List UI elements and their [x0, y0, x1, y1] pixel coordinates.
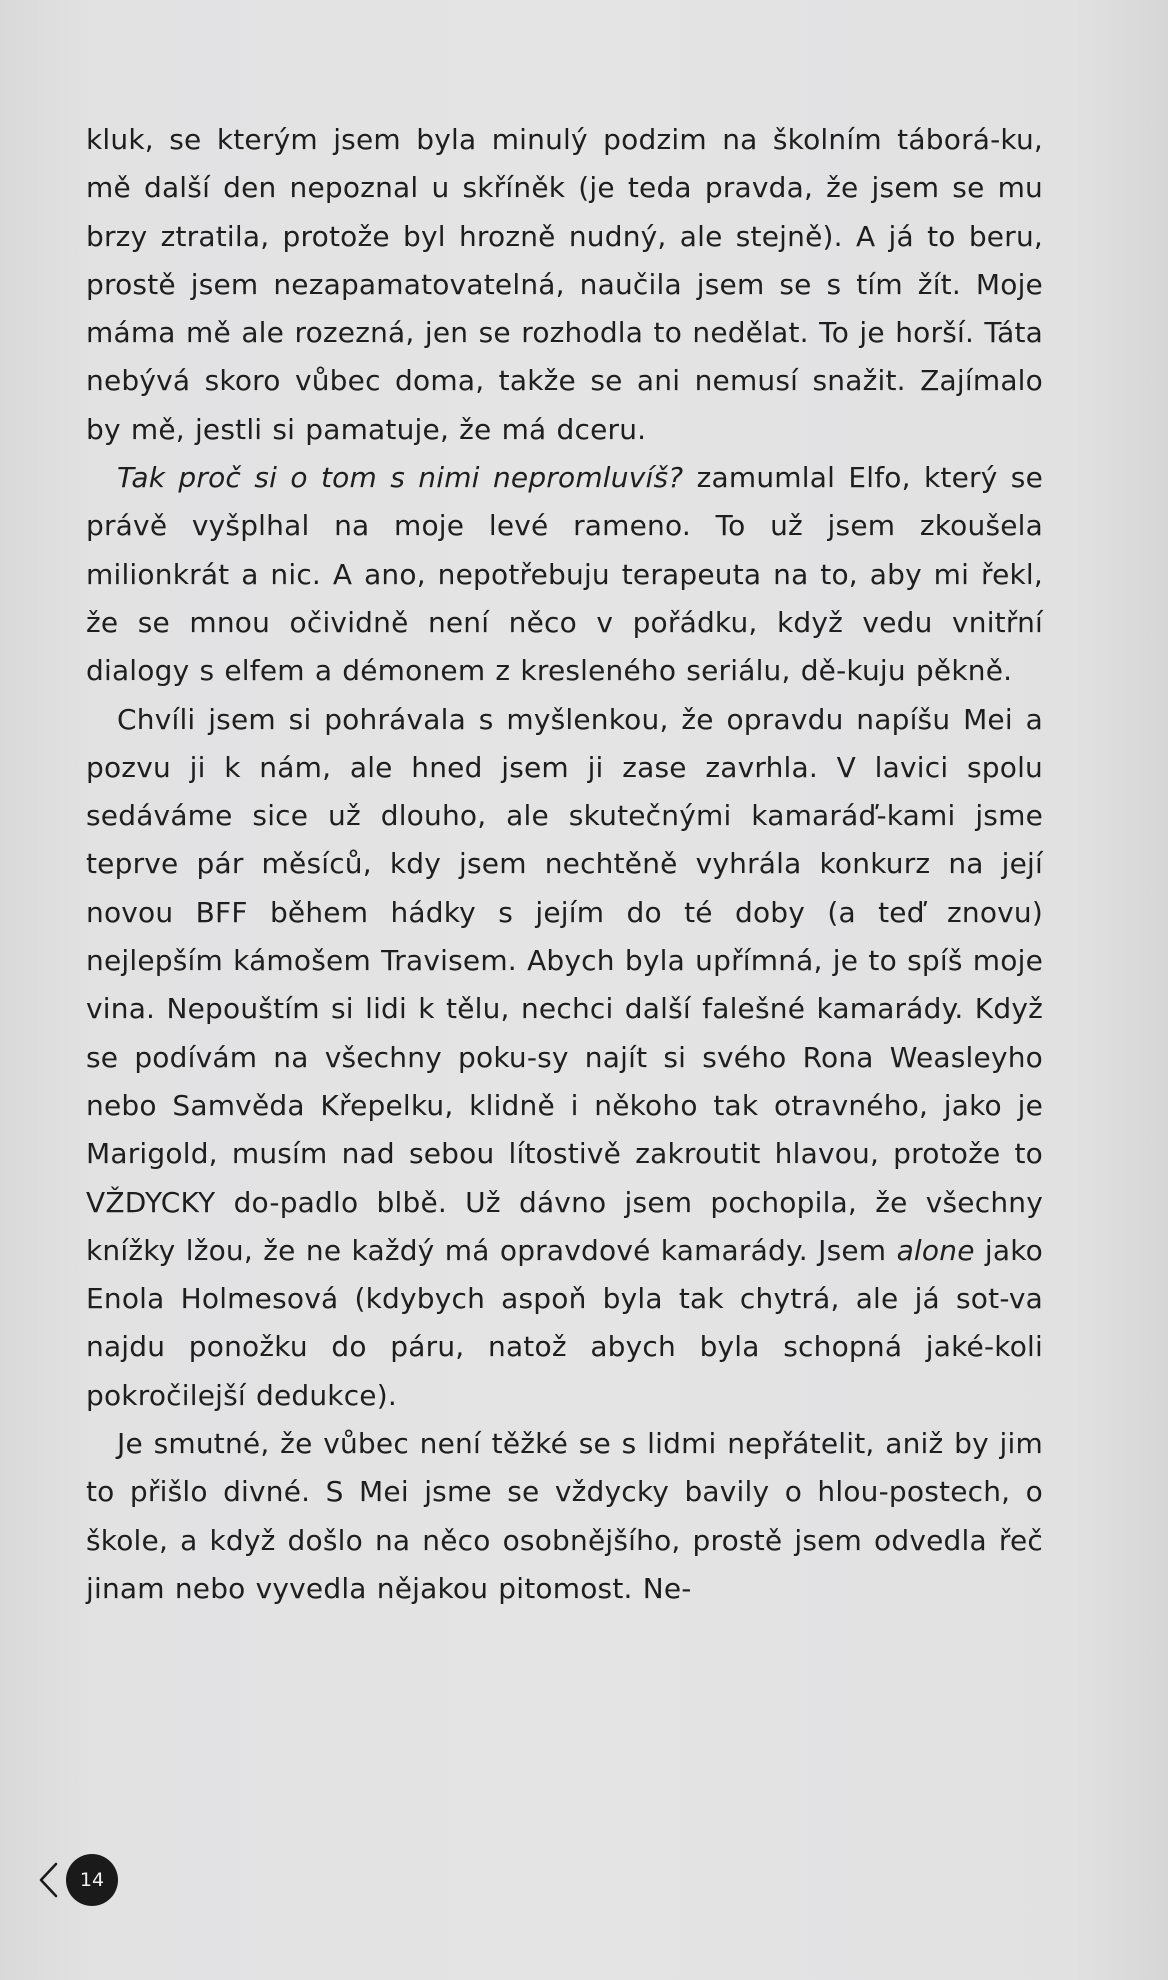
paragraph-1 — [86, 116, 1043, 454]
paragraph-3 — [86, 696, 1043, 1420]
text-segment: kluk, se kterým jsem byla minulý podzim na školním táborá-ku, mě další den nepoznal u skříněk (je teda pravda, že jsem se mu brzy ztratila, protože byl hrozně nudný, ale stejně). A já to beru, prostě jsem nezapamatovatelná, naučila jsem se s tím žít. Moje máma mě ale rozezná, jen se rozhodla to nedělat. To je horší. Táta nebývá skoro vůbec doma, takže se ani nemusí snažit. Zajímalo by mě, jestli si pamatuje, že má dceru. — [86, 123, 1043, 446]
paragraph-2 — [86, 454, 1043, 695]
text-segment: Chvíli jsem si pohrávala s myšlenkou, že opravdu napíšu Mei a pozvu ji k nám, ale hned jsem ji zase zavrhla. V lavici spolu sedáváme sice už dlouho, ale skutečnými kamaráď-kami jsme teprve pár měsíců, kdy jsem nechtěně vyhrála konkurz na její novou BFF během hádky s jejím do té doby (a teď znovu) nejlepším kámošem Travisem. Abych byla upřímná, je to spíš moje vina. Nepouštím si lidi k tělu, nechci další falešné kamarády. Když se podívám na všechny poku-sy najít si svého Rona Weasleyho nebo Samvěda Křepelku, klidně i někoho tak otravného, jako je Marigold, musím nad sebou lítostivě zakroutit hlavou, protože to VŽDYCKY do-padlo blbě. Už dávno jsem pochopila, že všechny knížky lžou, že ne každý má opravdové kamarády. Jsem — [86, 702, 1043, 1267]
italic-segment: alone — [896, 1233, 975, 1267]
page-number-badge — [66, 1854, 118, 1906]
page-footer — [36, 1850, 118, 1910]
text-segment: zamumlal Elfo, který se právě vyšplhal na moje levé rameno. To už jsem zkoušela milionkrát a nic. A ano, nepotřebuju terapeuta na to, aby mi řekl, že se mnou očividně není něco v pořádku, když vedu vnitřní dialogy s elfem a démonem z kresleného seriálu, dě-kuju pěkně. — [86, 461, 1044, 688]
chevron-left-icon — [36, 1860, 62, 1900]
italic-segment: Tak proč si o tom s nimi nepromluvíš? — [117, 461, 684, 495]
page-number: 14 — [79, 1869, 105, 1891]
paragraph-4 — [86, 1420, 1043, 1613]
text-segment: Je smutné, že vůbec není těžké se s lidmi nepřátelit, aniž by jim to přišlo divné. S Mei jsme se vždycky bavily o hlou-postech, o škole, a když došlo na něco osobnějšího, prostě jsem odvedla řeč jinam nebo vyvedla nějakou pitomost. Ne- — [86, 1427, 1043, 1605]
body-text — [86, 116, 1043, 1613]
text-segment: jako Enola Holmesová (kdybych aspoň byla tak chytrá, ale já sot-va najdu ponožku do páru, natož abych byla schopná jaké-koli pokročilejší dedukce). — [86, 1233, 1043, 1412]
